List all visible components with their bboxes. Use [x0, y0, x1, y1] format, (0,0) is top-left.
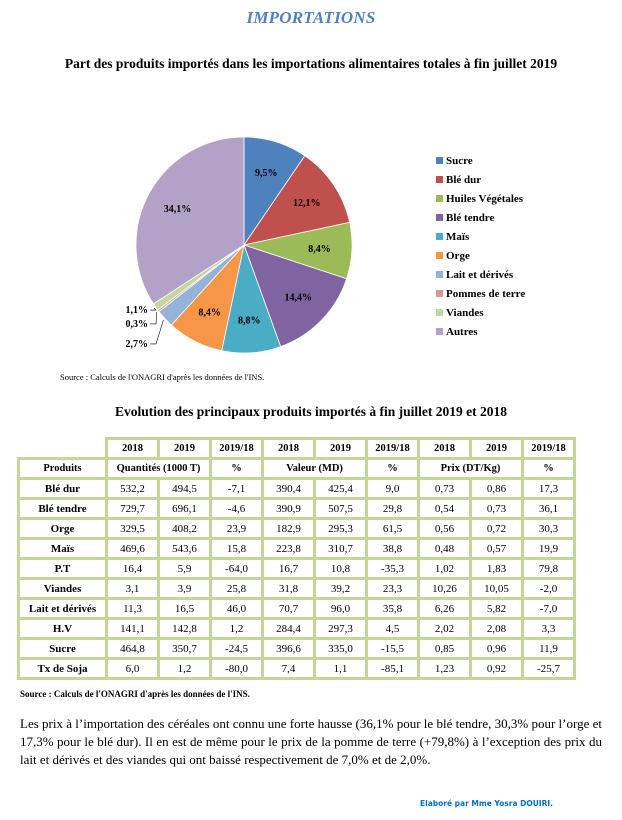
product-name: Tx de Soja — [19, 659, 107, 679]
product-name: P.T — [19, 559, 107, 579]
table-cell: 0,57 — [471, 539, 523, 559]
product-name: Blé tendre — [19, 499, 107, 519]
product-name: Maïs — [19, 539, 107, 559]
legend-swatch-icon — [436, 233, 443, 240]
legend-item — [436, 208, 525, 227]
table-cell: -85,1 — [367, 659, 419, 679]
table-cell: 31,8 — [263, 579, 315, 599]
legend-swatch-icon — [436, 290, 443, 297]
table-cell: 0,73 — [471, 499, 523, 519]
year-header: 2018 — [107, 439, 159, 459]
legend-swatch-icon — [436, 252, 443, 259]
table-cell: -35,3 — [367, 559, 419, 579]
table-cell: 182,9 — [263, 519, 315, 539]
table-cell: 0,72 — [471, 519, 523, 539]
pie-chart — [0, 0, 622, 400]
table-row — [19, 579, 575, 599]
imports-table — [17, 437, 576, 680]
legend-item — [436, 246, 525, 265]
chart-source: Source : Calculs de l'ONAGRI d'après les données de l'INS. — [60, 372, 265, 382]
legend-item — [436, 265, 525, 284]
table-cell: 408,2 — [159, 519, 211, 539]
table-cell: 1,23 — [419, 659, 471, 679]
table-cell: 5,82 — [471, 599, 523, 619]
table-cell: 3,9 — [159, 579, 211, 599]
analysis-paragraph: Les prix à l’importation des céréales ont connu une forte hausse (36,1% pour le blé tendre, 30,3% pour l’orge et 17,3% pour le blé dur). Il en est de même pour le prix de la pomme de terre (+79,8%) à l’exception des prix du lait et dérivés et des viandes qui ont baissé respectivement de 7,0% et de 2,0%. — [20, 716, 602, 767]
table-year-row — [19, 439, 575, 459]
table-cell: 1,1 — [315, 659, 367, 679]
legend-label: Maïs — [446, 230, 470, 243]
year-header: 2018 — [263, 439, 315, 459]
table-cell: 16,5 — [159, 599, 211, 619]
table-cell: 35,8 — [367, 599, 419, 619]
year-header: 2019/18 — [367, 439, 419, 459]
table-cell: 1,2 — [159, 659, 211, 679]
table-cell: 543,6 — [159, 539, 211, 559]
legend-item — [436, 170, 525, 189]
table-cell: 7,4 — [263, 659, 315, 679]
table-row — [19, 479, 575, 499]
legend-label: Autres — [446, 325, 478, 338]
chart-legend — [436, 151, 525, 341]
table-cell: 3,1 — [107, 579, 159, 599]
table-cell: 464,8 — [107, 639, 159, 659]
table-cell: 0,56 — [419, 519, 471, 539]
legend-item — [436, 151, 525, 170]
year-header: 2019/18 — [211, 439, 263, 459]
legend-item — [436, 322, 525, 341]
product-name: Orge — [19, 519, 107, 539]
table-cell: 17,3 — [523, 479, 575, 499]
table-cell: -7,1 — [211, 479, 263, 499]
legend-swatch-icon — [436, 328, 443, 335]
legend-label: Blé dur — [446, 173, 482, 186]
table-cell: 29,8 — [367, 499, 419, 519]
slice-label: 8,4% — [198, 307, 221, 319]
table-cell: 2,08 — [471, 619, 523, 639]
table-cell: 507,5 — [315, 499, 367, 519]
table-cell: -2,0 — [523, 579, 575, 599]
table-cell: 1,2 — [211, 619, 263, 639]
header-pct-valeur: % — [367, 459, 419, 479]
table-cell: 39,2 — [315, 579, 367, 599]
table-source: Source : Calculs de l'ONAGRI d'après les données de l'INS. — [20, 689, 250, 699]
empty-cell — [19, 439, 107, 459]
legend-item — [436, 284, 525, 303]
table-cell: 23,9 — [211, 519, 263, 539]
slice-label: 8,4% — [308, 244, 331, 256]
table-cell: 3,3 — [523, 619, 575, 639]
table-cell: 0,54 — [419, 499, 471, 519]
leader-line — [150, 320, 163, 344]
table-title: Evolution des principaux produits importés à fin juillet 2019 et 2018 — [114, 404, 508, 419]
table-row — [19, 499, 575, 519]
legend-label: Huiles Végétales — [446, 192, 524, 205]
table-cell: 19,9 — [523, 539, 575, 559]
table-cell: 6,0 — [107, 659, 159, 679]
legend-item — [436, 227, 525, 246]
product-name: Blé dur — [19, 479, 107, 499]
slice-label: 1,1% — [125, 305, 148, 317]
table-cell: 46,0 — [211, 599, 263, 619]
legend-label: Viandes — [446, 306, 484, 319]
table-row — [19, 619, 575, 639]
legend-swatch-icon — [436, 195, 443, 202]
table-cell: 0,86 — [471, 479, 523, 499]
table-cell: 390,9 — [263, 499, 315, 519]
slice-label: 8,8% — [237, 315, 261, 327]
slice-label: 9,5% — [255, 167, 278, 179]
table-cell: 30,3 — [523, 519, 575, 539]
table-cell: 297,3 — [315, 619, 367, 639]
table-cell: 79,8 — [523, 559, 575, 579]
table-cell: 0,96 — [471, 639, 523, 659]
legend-swatch-icon — [436, 157, 443, 164]
table-cell: 36,1 — [523, 499, 575, 519]
slice-label: 34,1% — [163, 203, 192, 215]
table-cell: 4,5 — [367, 619, 419, 639]
table-cell: 729,7 — [107, 499, 159, 519]
table-cell: 295,3 — [315, 519, 367, 539]
header-pct-prix: % — [523, 459, 575, 479]
table-cell: 15,8 — [211, 539, 263, 559]
leader-line — [150, 308, 156, 310]
product-name: Sucre — [19, 639, 107, 659]
slice-label: 12,1% — [292, 197, 321, 209]
table-cell: 223,8 — [263, 539, 315, 559]
table-cell: 335,0 — [315, 639, 367, 659]
table-cell: 70,7 — [263, 599, 315, 619]
chart-title: Part des produits importés dans les importations alimentaires totales à fin juillet 2019 — [64, 56, 558, 71]
table-cell: 494,5 — [159, 479, 211, 499]
table-row — [19, 559, 575, 579]
table-cell: 38,8 — [367, 539, 419, 559]
table-cell: -7,0 — [523, 599, 575, 619]
table-cell: -4,6 — [211, 499, 263, 519]
table-cell: 25,8 — [211, 579, 263, 599]
legend-label: Blé tendre — [446, 211, 495, 224]
header-pct-quantites: % — [211, 459, 263, 479]
product-name: Lait et dérivés — [19, 599, 107, 619]
year-header: 2019/18 — [523, 439, 575, 459]
table-cell: 310,7 — [315, 539, 367, 559]
year-header: 2018 — [419, 439, 471, 459]
legend-swatch-icon — [436, 214, 443, 221]
table-cell: 11,9 — [523, 639, 575, 659]
table-row — [19, 599, 575, 619]
page-title: IMPORTATIONS — [246, 8, 376, 27]
table-cell: 350,7 — [159, 639, 211, 659]
leader-line — [150, 312, 157, 324]
legend-label: Orge — [446, 249, 470, 262]
table-cell: 2,02 — [419, 619, 471, 639]
table-group-row — [19, 459, 575, 479]
table-cell: 0,73 — [419, 479, 471, 499]
table-cell: -15,5 — [367, 639, 419, 659]
table-cell: 396,6 — [263, 639, 315, 659]
table-cell: 23,3 — [367, 579, 419, 599]
legend-label: Pommes de terre — [446, 287, 526, 300]
legend-item — [436, 303, 525, 322]
table-row — [19, 639, 575, 659]
table-cell: 142,8 — [159, 619, 211, 639]
table-row — [19, 539, 575, 559]
table-cell: 9,0 — [367, 479, 419, 499]
year-header: 2019 — [471, 439, 523, 459]
table-cell: 96,0 — [315, 599, 367, 619]
table-cell: 532,2 — [107, 479, 159, 499]
table-cell: -24,5 — [211, 639, 263, 659]
table-row — [19, 519, 575, 539]
table-cell: -64,0 — [211, 559, 263, 579]
table-cell: 329,5 — [107, 519, 159, 539]
legend-swatch-icon — [436, 309, 443, 316]
slice-label: 2,7% — [125, 338, 148, 350]
table-cell: 10,05 — [471, 579, 523, 599]
year-header: 2019 — [315, 439, 367, 459]
product-name: Viandes — [19, 579, 107, 599]
slice-label: 14,4% — [284, 292, 312, 304]
table-cell: 5,9 — [159, 559, 211, 579]
header-quantites: Quantités (1000 T) — [107, 459, 211, 479]
table-cell: 284,4 — [263, 619, 315, 639]
legend-swatch-icon — [436, 271, 443, 278]
table-cell: 1,83 — [471, 559, 523, 579]
legend-item — [436, 189, 525, 208]
table-cell: -80,0 — [211, 659, 263, 679]
legend-label: Sucre — [446, 154, 473, 167]
table-cell: 0,85 — [419, 639, 471, 659]
table-cell: 390,4 — [263, 479, 315, 499]
table-cell: 1,02 — [419, 559, 471, 579]
slice-label: 0,3% — [125, 318, 148, 330]
legend-swatch-icon — [436, 176, 443, 183]
table-cell: -25,7 — [523, 659, 575, 679]
table-cell: 6,26 — [419, 599, 471, 619]
table-cell: 425,4 — [315, 479, 367, 499]
legend-label: Lait et dérivés — [446, 268, 514, 281]
table-cell: 16,4 — [107, 559, 159, 579]
table-cell: 0,48 — [419, 539, 471, 559]
table-cell: 11,3 — [107, 599, 159, 619]
table-cell: 10,26 — [419, 579, 471, 599]
product-name: H.V — [19, 619, 107, 639]
table-cell: 16,7 — [263, 559, 315, 579]
table-row — [19, 659, 575, 679]
table-cell: 61,5 — [367, 519, 419, 539]
header-produits: Produits — [19, 459, 107, 479]
table-cell: 469,6 — [107, 539, 159, 559]
table-cell: 141,1 — [107, 619, 159, 639]
year-header: 2019 — [159, 439, 211, 459]
table-cell: 0,92 — [471, 659, 523, 679]
table-cell: 10,8 — [315, 559, 367, 579]
header-prix: Prix (DT/Kg) — [419, 459, 523, 479]
author-credit: Elaboré par Mme Yosra DOUIRI. — [420, 799, 554, 808]
table-cell: 696,1 — [159, 499, 211, 519]
header-valeur: Valeur (MD) — [263, 459, 367, 479]
